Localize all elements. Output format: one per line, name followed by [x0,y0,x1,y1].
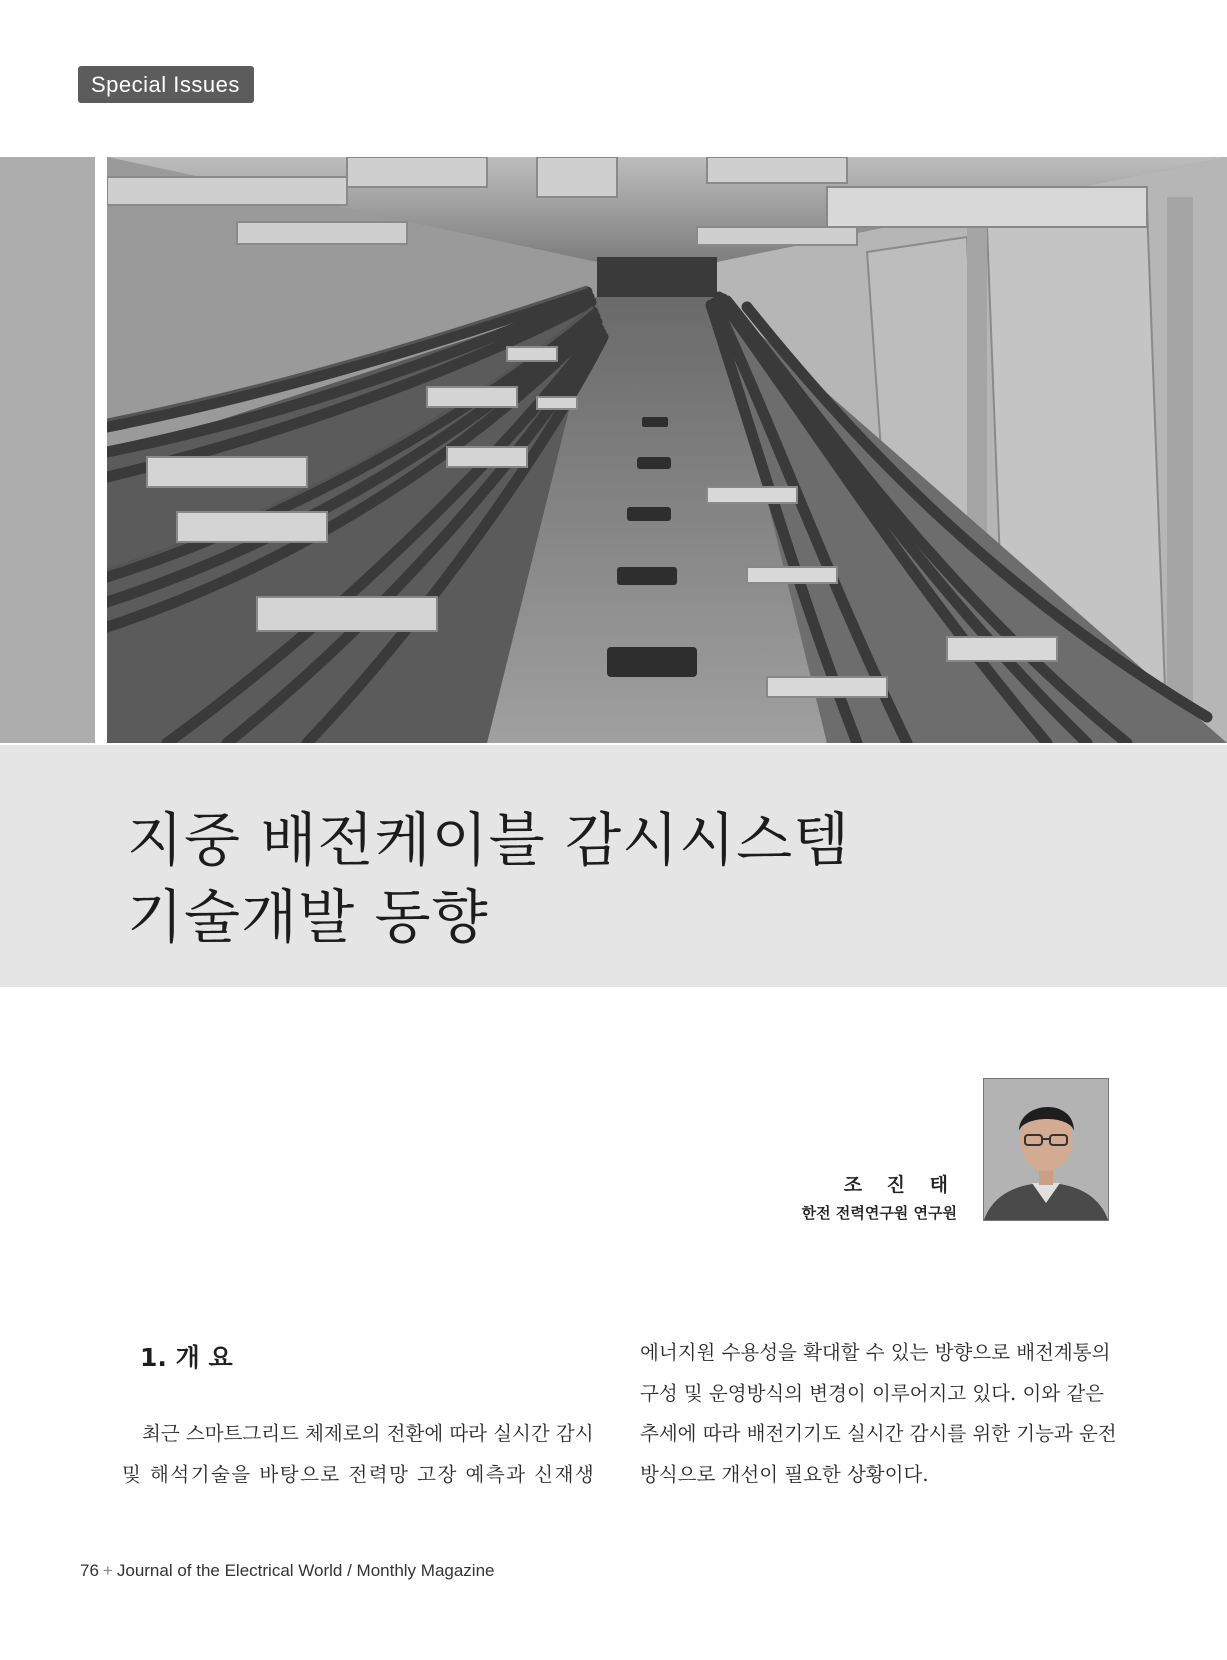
author-portrait-image [984,1079,1108,1220]
body-right-line-2: 구성 및 운영방식의 변경이 이루어지고 있다. 이와 같은 [640,1382,1105,1405]
article-title-line-2: 기술개발 동향 [127,883,489,951]
cable-tunnel-photo [107,157,1227,743]
decorative-side-bar [0,157,95,743]
body-right-line-1: 에너지원 수용성을 확대할 수 있는 방향으로 배전계통의 [640,1341,1111,1364]
author-name: 조 진 태 [843,1174,957,1196]
author-affiliation: 한전 전력연구원 연구원 [801,1204,957,1222]
body-right-line-3: 추세에 따라 배전기기도 실시간 감시를 위한 기능과 운전 [640,1422,1117,1445]
cable-tunnel-illustration [107,157,1227,743]
page-footer [80,1561,495,1581]
section-tag: Special Issues [78,66,254,103]
page-number: 76 [80,1561,99,1580]
article-title-line-1: 지중 배전케이블 감시시스템 [127,806,851,874]
body-right-line-4: 방식으로 개선이 필요한 상황이다. [640,1463,929,1486]
journal-name: Journal of the Electrical World / Monthly Magazine [116,1561,495,1580]
author-portrait [983,1078,1109,1221]
body-left-line-1: 최근 스마트그리드 체제로의 전환에 따라 실시간 감시 [142,1422,594,1445]
body-left-line-2: 및 해석기술을 바탕으로 전력망 고장 예측과 신재생 [122,1463,596,1486]
footer-separator: + [102,1561,113,1580]
section-heading: 1. 개 요 [140,1343,233,1372]
